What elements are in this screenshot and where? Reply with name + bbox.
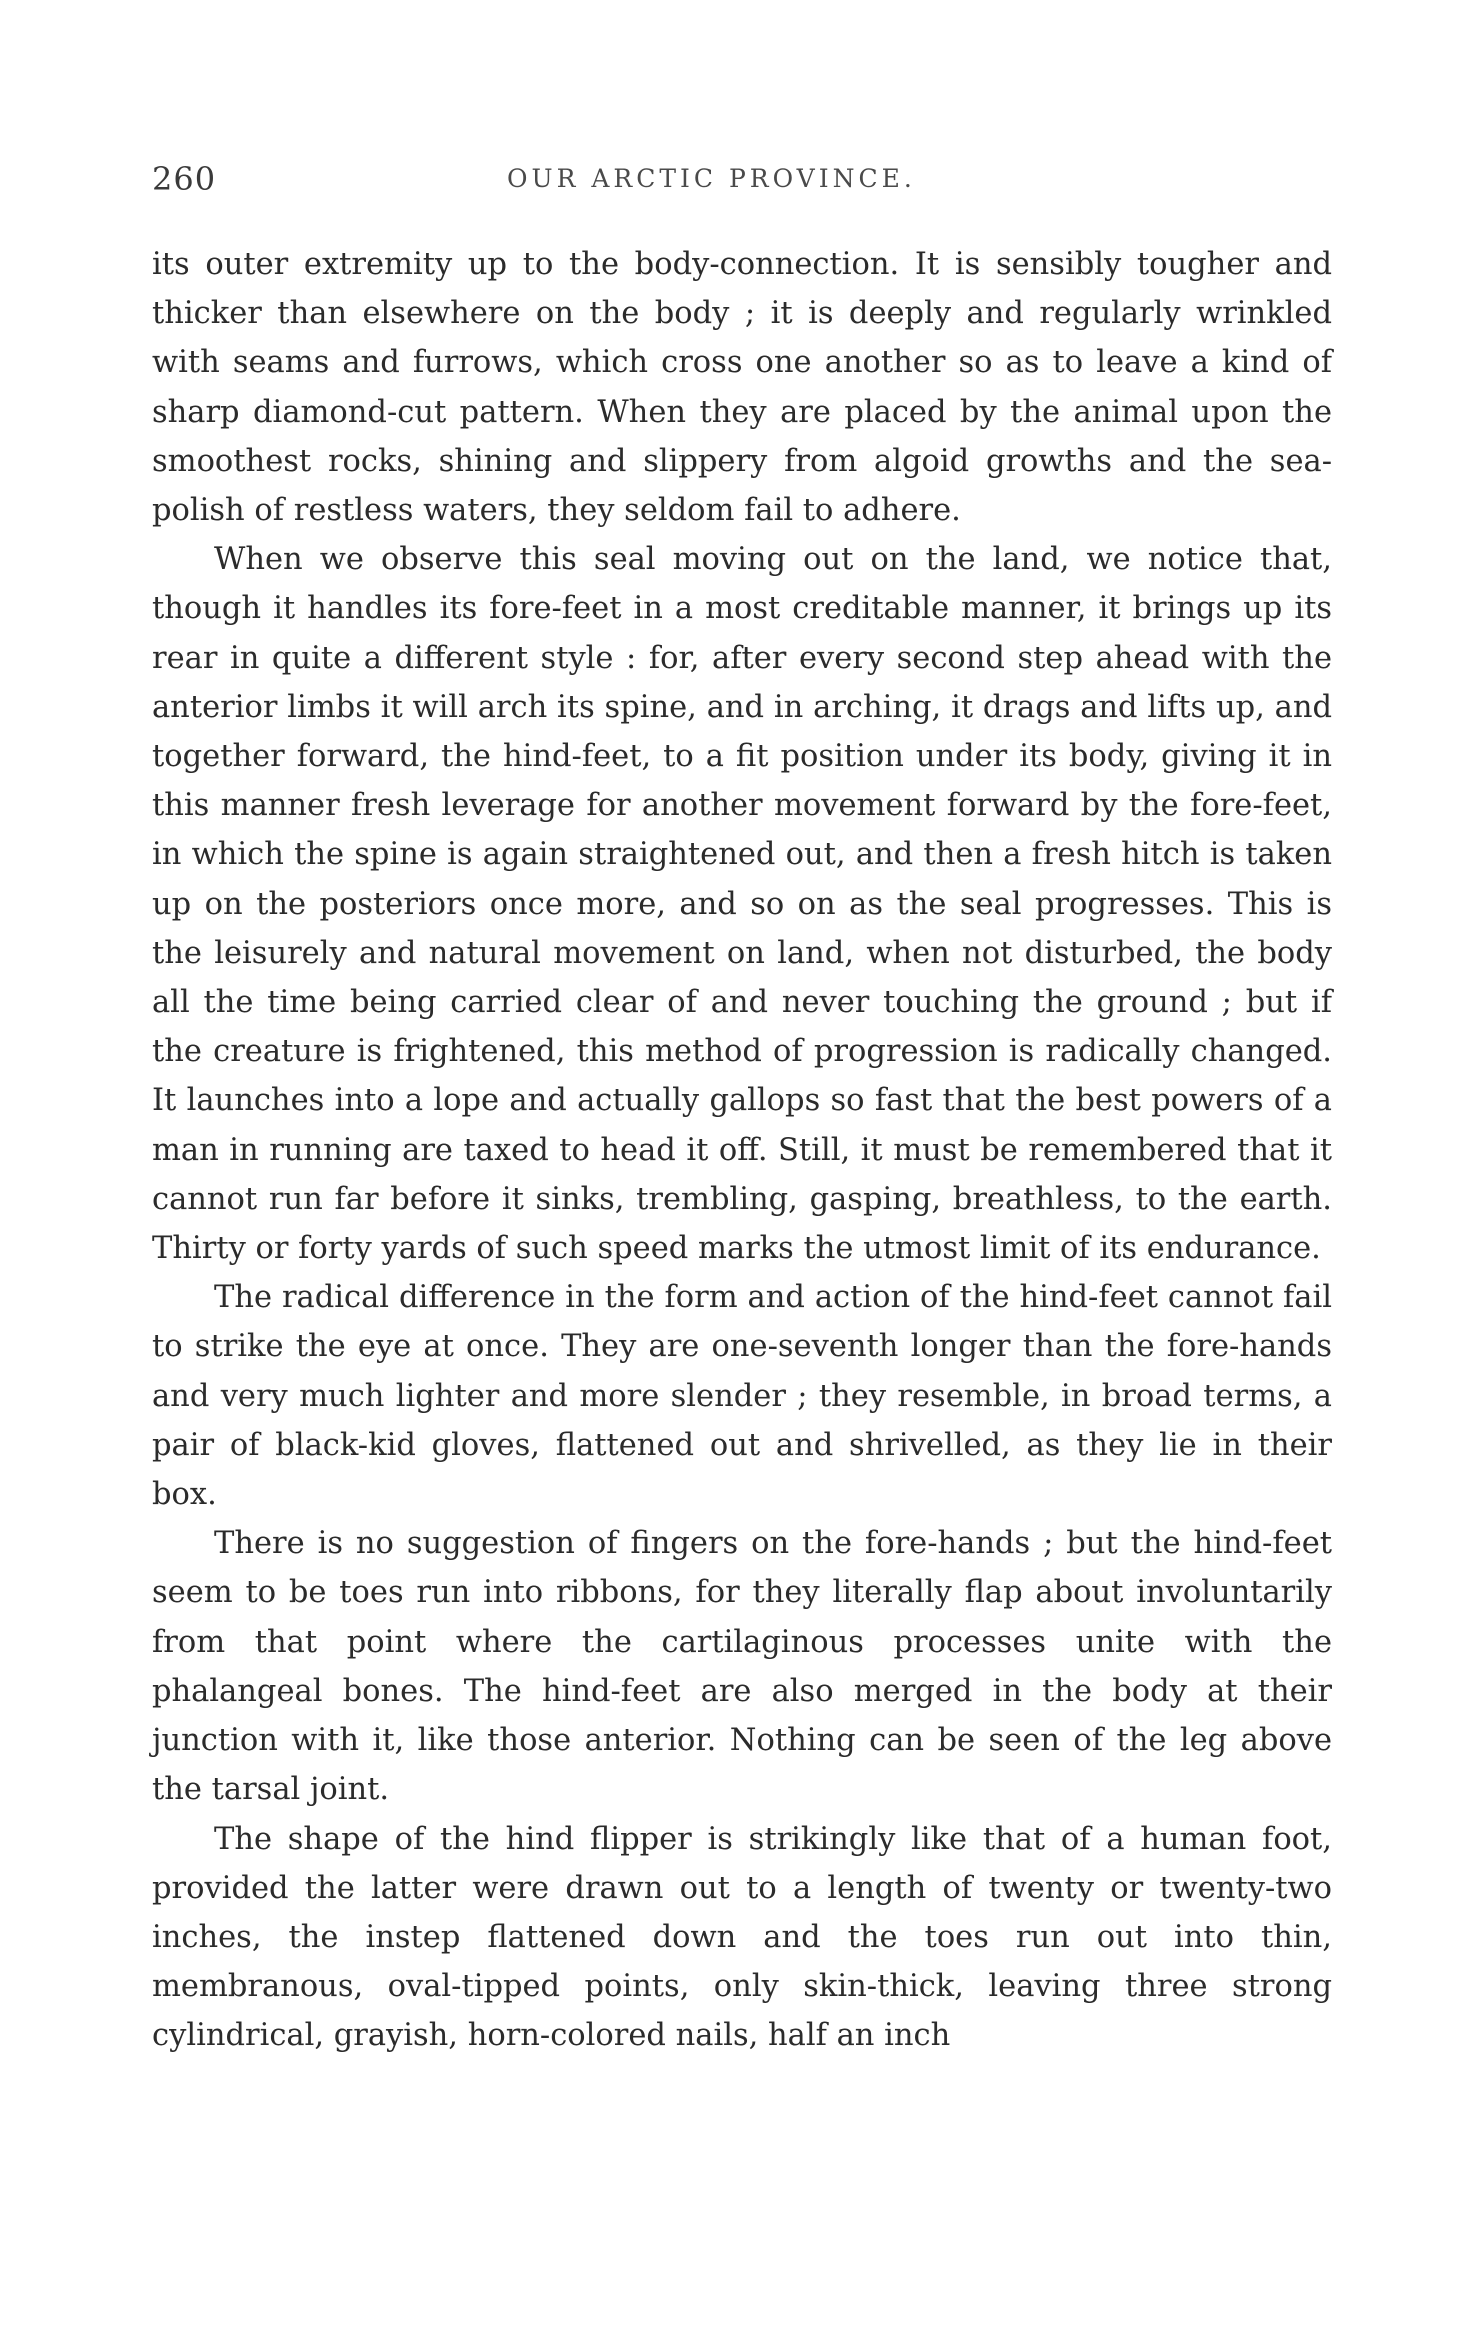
paragraph-hind-flipper-shape: The shape of the hind flipper is strikingly like that of a human foot, provided the latter were drawn out to a length of twenty or twenty-two inches, the instep flattened down and the toes run out into thin, membranous, oval-tipped points, only skin-thick, leaving three strong cylindrical, grayish, horn-colored nails, half an inch <box>152 1821 1332 2054</box>
paragraph-hind-feet-difference: The radical difference in the form and action of the hind-feet cannot fail to strike the eye at once. They are one-seventh longer than the fore-hands and very much lighter and more slender ; they resemble, in broad terms, a pair of black-kid gloves, flattened out and shrivelled, as they lie in their box. <box>152 1280 1332 1513</box>
body-text <box>152 240 1332 2061</box>
running-head <box>152 160 1332 204</box>
paragraph-fore-hands: There is no suggestion of fingers on the fore-hands ; but the hind-feet seem to be toes run into ribbons, for they literally flap about involuntarily from that point where the cartilaginous processes unite with the phalangeal bones. The hind-feet are also merged in the body at their junction with it, like those anterior. Nothing can be seen of the leg above the tarsal joint. <box>152 1526 1332 1808</box>
running-title: OUR ARCTIC PROVINCE. <box>507 164 916 193</box>
paragraph-continued: its outer extremity up to the body-connection. It is sensibly tougher and thicker than elsewhere on the body ; it is deeply and regularly wrinkled with seams and furrows, which cross one another so as to leave a kind of sharp diamond-cut pattern. When they are placed by the animal upon the smoothest rocks, shining and slippery from algoid growths and the sea-polish of restless waters, they seldom fail to adhere. <box>152 247 1332 529</box>
paragraph-seal-movement: When we observe this seal moving out on the land, we notice that, though it handles its fore-feet in a most creditable manner, it brings up its rear in quite a different style : for, after every second step ahead with the anterior limbs it will arch its spine, and in arching, it drags and lifts up, and together forward, the hind-feet, to a fit position under its body, giving it in this manner fresh leverage for another movement forward by the fore-feet, in which the spine is again straightened out, and then a fresh hitch is taken up on the posteriors once more, and so on as the seal progresses. This is the leisurely and natural movement on land, when not disturbed, the body all the time being carried clear of and never touching the ground ; but if the creature is frightened, this method of progression is radically changed. It launches into a lope and actually gallops so fast that the best powers of a man in running are taxed to head it off. Still, it must be remembered that it cannot run far before it sinks, trembling, gasping, breathless, to the earth. Thirty or forty yards of such speed marks the utmost limit of its endurance. <box>152 542 1332 1267</box>
page-number: 260 <box>152 160 217 198</box>
